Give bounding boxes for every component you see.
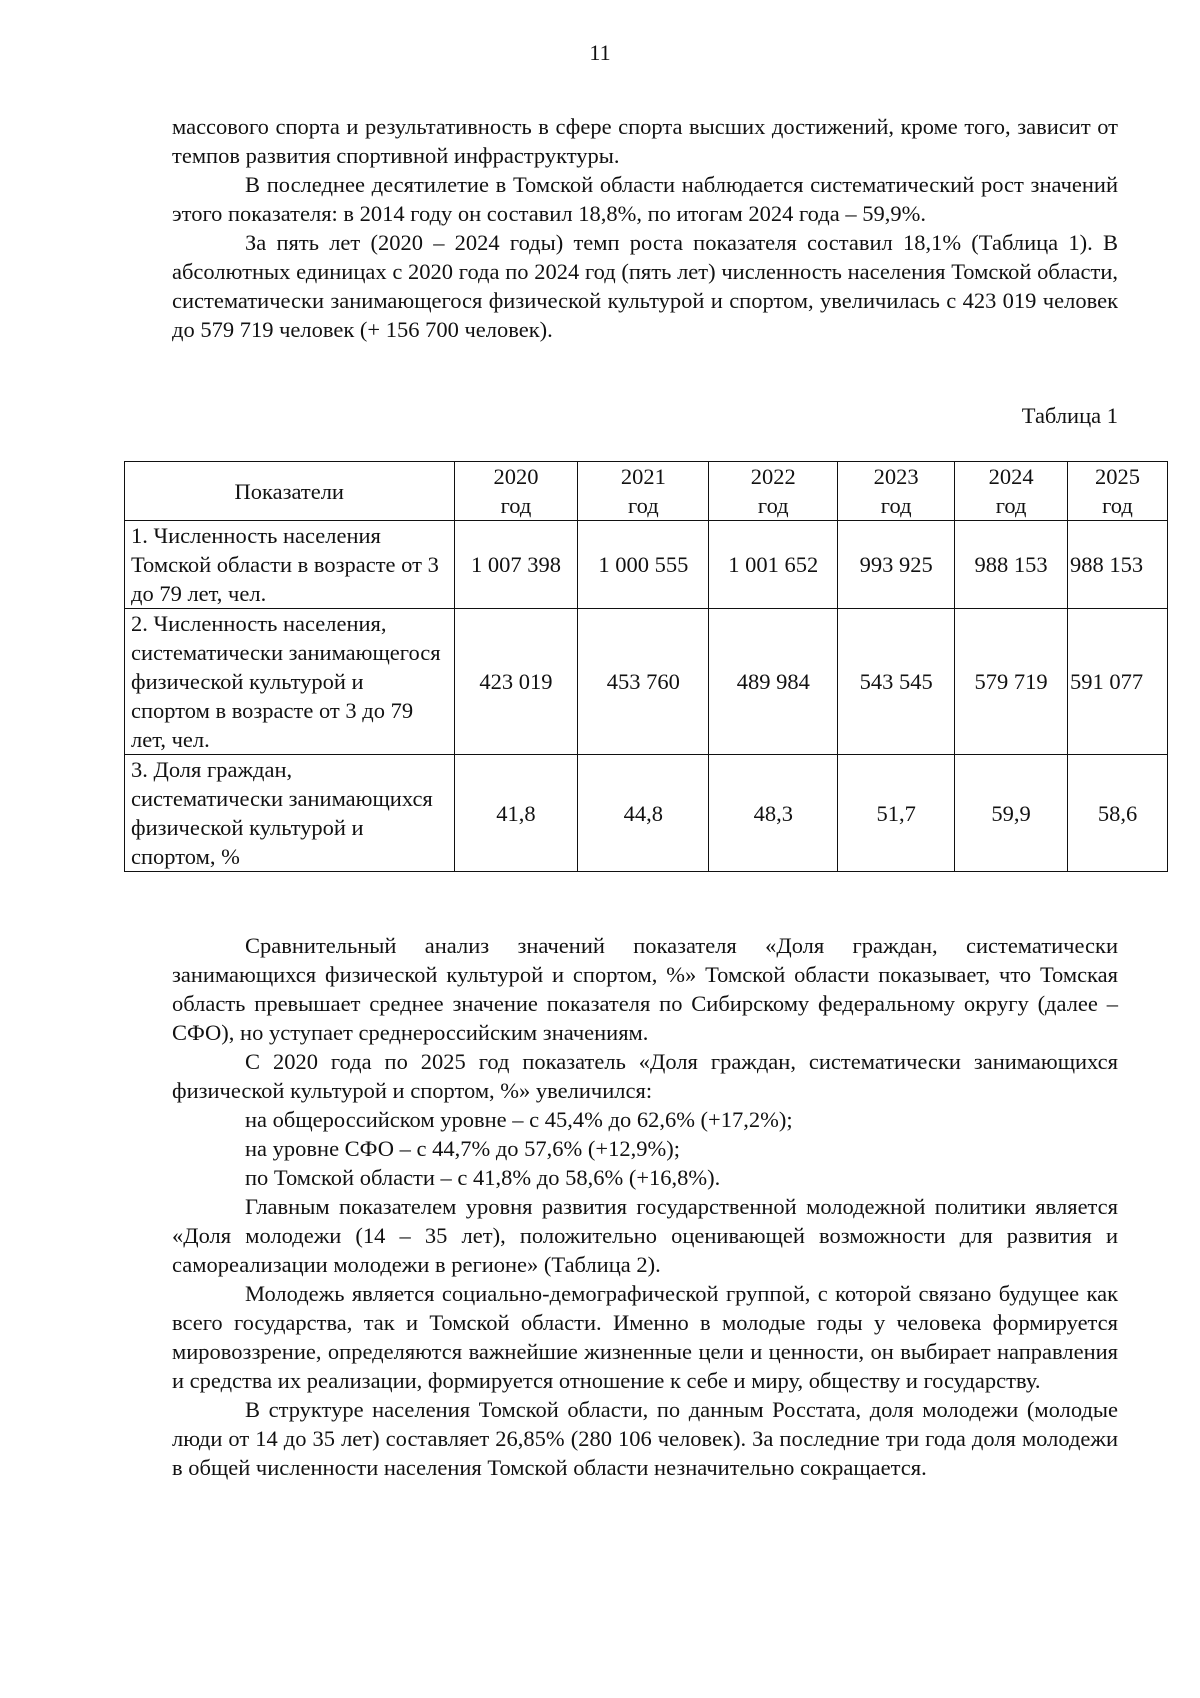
row-label: 2. Численность населения, систематически занимающегося физической культурой и спортом в возрасте от 3 до 79 лет, чел.	[125, 609, 455, 755]
table-row	[125, 755, 1168, 872]
analysis-paragraph-1: Сравнительный анализ значений показателя «Доля граждан, систематически занимающихся физической культурой и спортом, %» Томской области показывает, что Томская область превышает среднее значение показателя по Сибирскому федеральному округу (далее – СФО), но уступает среднероссийским значениям.	[172, 933, 1118, 1045]
analysis-paragraph-3: Главным показателем уровня развития государственной молодежной политики является «Доля молодежи (14 – 35 лет), положительно оценивающей возможности для развития и самореализации молодежи в регионе» (Таблица 2).	[172, 1194, 1118, 1277]
list-item: по Томской области – с 41,8% до 58,6% (+16,8%).	[245, 1165, 721, 1190]
table-cell: 51,7	[838, 755, 955, 872]
table-caption: Таблица 1	[1021, 403, 1118, 428]
table-cell: 993 925	[838, 521, 955, 609]
indicators-table	[124, 461, 1168, 872]
header-year: 2021 год	[578, 462, 709, 521]
header-year: 2025 год	[1068, 462, 1168, 521]
table-header-row	[125, 462, 1168, 521]
intro-text	[172, 112, 1118, 344]
table-cell: 58,6	[1068, 755, 1168, 872]
table-row	[125, 609, 1168, 755]
table-cell: 988 153	[955, 521, 1068, 609]
header-year: 2023 год	[838, 462, 955, 521]
table-cell: 44,8	[578, 755, 709, 872]
table-cell: 579 719	[955, 609, 1068, 755]
intro-paragraph-1: массового спорта и результативность в сфере спорта высших достижений, кроме того, зависит от темпов развития спортивной инфраструктуры.	[172, 114, 1118, 168]
table-cell: 423 019	[454, 609, 578, 755]
table-cell: 489 984	[709, 609, 838, 755]
table-cell: 591 077	[1068, 609, 1168, 755]
header-year: 2020 год	[454, 462, 578, 521]
list-item: на общероссийском уровне – с 45,4% до 62,6% (+17,2%);	[245, 1107, 793, 1132]
table-cell: 48,3	[709, 755, 838, 872]
table-cell: 41,8	[454, 755, 578, 872]
intro-paragraph-2: В последнее десятилетие в Томской области наблюдается систематический рост значений этого показателя: в 2014 году он составил 18,8%, по итогам 2024 года – 59,9%.	[172, 172, 1118, 226]
table-cell: 1 000 555	[578, 521, 709, 609]
table-cell: 453 760	[578, 609, 709, 755]
table-row	[125, 521, 1168, 609]
analysis-paragraph-4: Молодежь является социально-демографической группой, с которой связано будущее как всего государства, так и Томской области. Именно в молодые годы у человека формируется мировоззрение, определяются важнейшие жизненные цели и ценности, он выбирает направления и средства их реализации, формируется отношение к себе и миру, обществу и государству.	[172, 1281, 1118, 1393]
table-cell: 1 001 652	[709, 521, 838, 609]
table-cell: 543 545	[838, 609, 955, 755]
table-cell: 1 007 398	[454, 521, 578, 609]
analysis-text	[172, 931, 1118, 1482]
header-year: 2024 год	[955, 462, 1068, 521]
row-label: 3. Доля граждан, систематически занимающихся физической культурой и спортом, %	[125, 755, 455, 872]
intro-paragraph-3: За пять лет (2020 – 2024 годы) темп роста показателя составил 18,1% (Таблица 1). В абсолютных единицах с 2020 года по 2024 год (пять лет) численность населения Томской области, систематически занимающегося физической культурой и спортом, увеличилась с 423 019 человек до 579 719 человек (+ 156 700 человек).	[172, 230, 1118, 342]
list-item: на уровне СФО – с 44,7% до 57,6% (+12,9%);	[245, 1136, 680, 1161]
analysis-paragraph-5: В структуре населения Томской области, по данным Росстата, доля молодежи (молодые люди от 14 до 35 лет) составляет 26,85% (280 106 человек). За последние три года доля молодежи в общей численности населения Томской области незначительно сокращается.	[172, 1397, 1118, 1480]
header-indicator: Показатели	[125, 462, 455, 521]
table-cell: 59,9	[955, 755, 1068, 872]
table-cell: 988 153	[1068, 521, 1168, 609]
page-number: 11	[589, 40, 611, 65]
analysis-paragraph-2: С 2020 года по 2025 год показатель «Доля граждан, систематически занимающихся физической культурой и спортом, %» увеличился:	[172, 1049, 1118, 1103]
row-label: 1. Численность населения Томской области в возрасте от 3 до 79 лет, чел.	[125, 521, 455, 609]
header-year: 2022 год	[709, 462, 838, 521]
